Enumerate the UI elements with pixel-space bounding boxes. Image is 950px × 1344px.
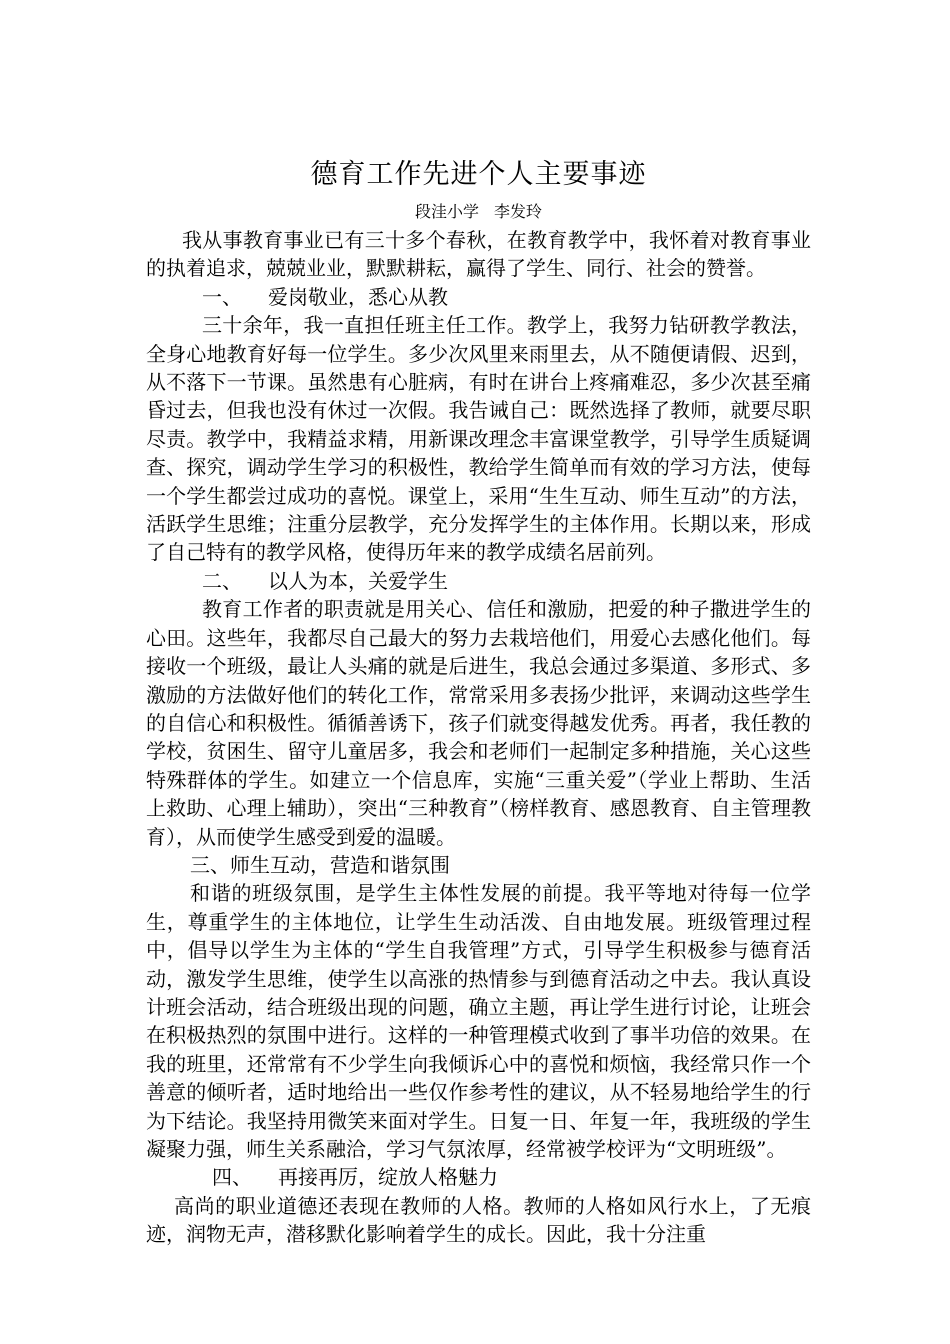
section-body-1: 三十余年，我一直担任班主任工作。教学上，我努力钻研教学教法，全身心地教育好每一位学生。多少次风里来雨里去，从不随便请假、迟到，从不落下一节课。虽然患有心脏病，有时在讲台上疼痛难忍，多少次甚至痛昏过去，但我也没有休过一次假。我告诫自己：既然选择了教师，就要尽职尽责。教学中，我精益求精，用新课改理念丰富课堂教学，引导学生质疑调查、探究，调动学生学习的积极性，教给学生简单而有效的学习方法，使每一个学生都尝过成功的喜悦。课堂上，采用“生生互动、师生互动”的方法，活跃学生思维；注重分层教学，充分发挥学生的主体作用。长期以来，形成了自己特有的教学风格，使得历年来的教学成绩名居前列。 xyxy=(146,313,811,565)
section-number: 二、 xyxy=(202,568,242,593)
section-heading-2 xyxy=(146,567,811,595)
section-title: 以人为本，关爱学生 xyxy=(268,568,448,593)
section-number: 一、 xyxy=(202,284,242,309)
section-title: 再接再厉，绽放人格魅力 xyxy=(278,1165,498,1190)
section-body-4: 高尚的职业道德还表现在教师的人格。教师的人格如风行水上，了无痕迹，润物无声，潜移默化影响着学生的成长。因此，我十分注重 xyxy=(146,1193,811,1247)
document-page xyxy=(146,158,811,1249)
section-title: 爱岗敬业，悉心从教 xyxy=(268,284,448,309)
section-heading-4 xyxy=(146,1163,811,1191)
intro-paragraph: 我从事教育事业已有三十多个春秋，在教育教学中，我怀着对教育事业的执着追求，兢兢业业，默默耕耘，赢得了学生、同行、社会的赞誉。 xyxy=(146,228,811,281)
section-heading-1 xyxy=(146,283,811,311)
author-line: 段洼小学 李发玲 xyxy=(414,202,543,221)
section-body-3: 和谐的班级氛围，是学生主体性发展的前提。我平等地对待每一位学生，尊重学生的主体地位，让学生生动活泼、自由地发展。班级管理过程中，倡导以学生为主体的“学生自我管理”方式，引导学生积极参与德育活动，激发学生思维，使学生以高涨的热情参与到德育活动之中去。我认真设计班会活动，结合班级出现的问题，确立主题，再让学生进行讨论，让班会在积极热烈的氛围中进行。这样的一种管理模式收到了事半功倍的效果。在我的班里，还常常有不少学生向我倾诉心中的喜悦和烦恼，我经常只作一个善意的倾听者，适时地给出一些仅作参考性的建议，从不轻易地给学生的行为下结论。我坚持用微笑来面对学生。日复一日、年复一年，我班级的学生凝聚力强，师生关系融洽，学习气氛浓厚，经常被学校评为“文明班级”。 xyxy=(146,881,811,1161)
document-title: 德育工作先进个人主要事迹 xyxy=(310,159,647,190)
section-heading-3 xyxy=(146,851,811,879)
section-number: 四、 xyxy=(212,1165,252,1190)
section-title: 三、师生互动，营造和谐氛围 xyxy=(190,852,450,877)
section-body-2: 教育工作者的职责就是用关心、信任和激励，把爱的种子撒进学生的心田。这些年，我都尽自己最大的努力去栽培他们，用爱心去感化他们。每接收一个班级，最让人头痛的就是后进生，我总会通过多渠道、多形式、多激励的方法做好他们的转化工作，常常采用多表扬少批评，来调动这些学生的自信心和积极性。循循善诱下，孩子们就变得越发优秀。再者，我任教的学校，贫困生、留守儿童居多，我会和老师们一起制定多种措施，关心这些特殊群体的学生。如建立一个信息库，实施“三重关爱”（学业上帮助、生活上救助、心理上辅助），突出“三种教育”（榜样教育、感恩教育、自主管理教育），从而使学生感受到爱的温暖。 xyxy=(146,597,811,849)
